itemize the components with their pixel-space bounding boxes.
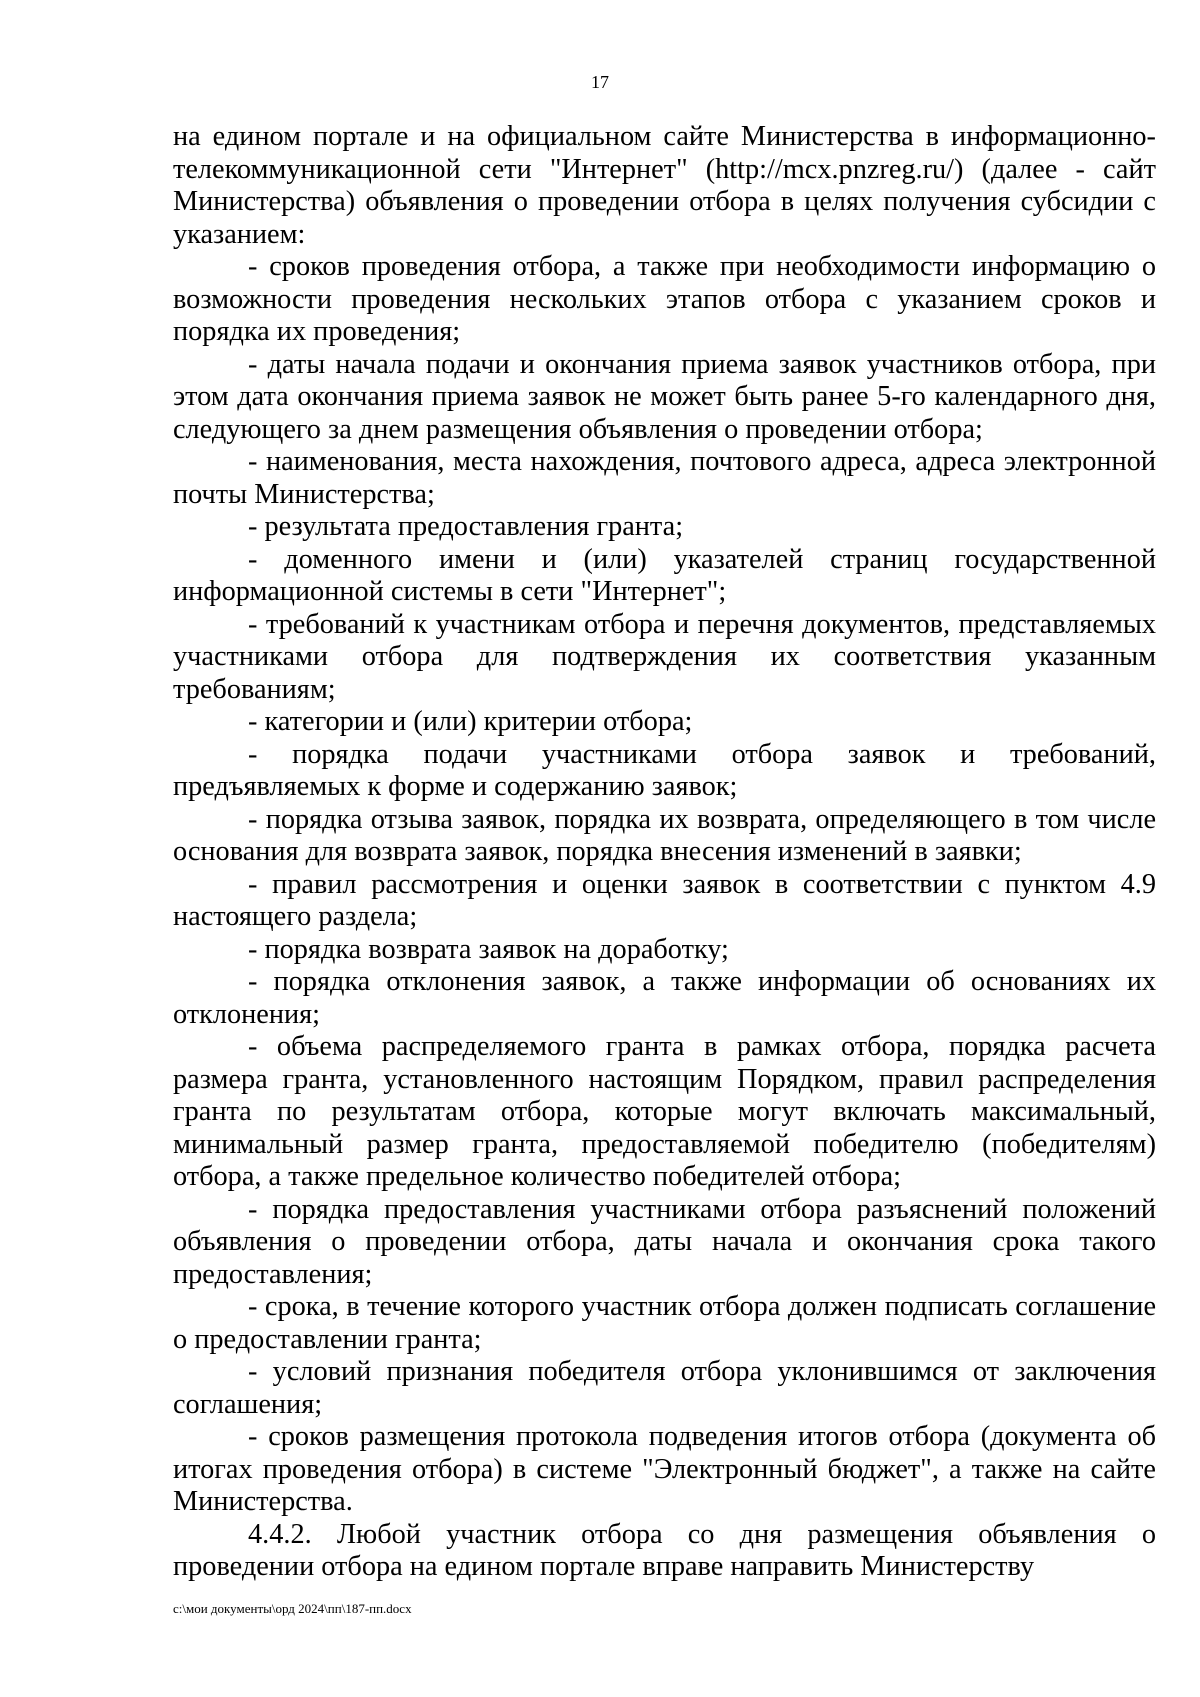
paragraph-intro: на едином портале и на официальном сайте Министерства в информационно-телекоммуникационной сети "Интернет" (http://mcx.pnzreg.ru/) (далее - сайт Министерства) объявления о проведении отбора в целях получения субсидии с указанием: (173, 121, 1156, 250)
list-item-signing-term: - срока, в течение которого участник отбора должен подписать соглашение о предоставлении гранта; (173, 1291, 1156, 1355)
document-body (173, 121, 1156, 1584)
list-item-review-rules: - правил рассмотрения и оценки заявок в соответствии с пунктом 4.9 настоящего раздела; (173, 868, 1156, 932)
list-item-contacts: - наименования, места нахождения, почтового адреса, адреса электронной почты Министерства; (173, 446, 1156, 510)
list-item-evasion: - условий признания победителя отбора уклонившимся от заключения соглашения; (173, 1356, 1156, 1420)
list-item-withdrawal: - порядка отзыва заявок, порядка их возврата, определяющего в том числе основания для возврата заявок, порядка внесения изменений в заявки; (173, 803, 1156, 867)
list-item-rejection: - порядка отклонения заявок, а также информации об основаниях их отклонения; (173, 966, 1156, 1030)
list-item-deadlines: - сроков проведения отбора, а также при необходимости информацию о возможности проведения нескольких этапов отбора с указанием сроков и порядка их проведения; (173, 251, 1156, 347)
list-item-requirements: - требований к участникам отбора и перечня документов, представляемых участниками отбора для подтверждения их соответствия указанным требованиям; (173, 608, 1156, 705)
paragraph-4-4-2: 4.4.2. Любой участник отбора со дня размещения объявления о проведении отбора на едином портале вправе направить Министерству (173, 1518, 1156, 1582)
page-number: 17 (591, 72, 609, 92)
list-item-clarifications: - порядка предоставления участниками отбора разъяснений положений объявления о проведении отбора, даты начала и окончания срока такого предоставления; (173, 1193, 1156, 1290)
footer-file-path: c:\мои документы\орд 2024\пп\187-пп.docx (173, 1601, 412, 1616)
list-item-dates: - даты начала подачи и окончания приема заявок участников отбора, при этом дата окончания приема заявок не может быть ранее 5-го календарного дня, следующего за днем размещения объявления о проведении отбора; (173, 348, 1156, 445)
list-item-grant-volume: - объема распределяемого гранта в рамках отбора, порядка расчета размера гранта, установленного настоящим Порядком, правил распределения гранта по результатам отбора, которые могут включать максимальный, минимальный размер гранта, предоставляемой победителю (победителям) отбора, а также предельное количество победителей отбора; (173, 1031, 1156, 1192)
list-item-categories: - категории и (или) критерии отбора; (248, 706, 693, 737)
list-item-domain: - доменного имени и (или) указателей страниц государственной информационной системы в сети "Интернет"; (173, 543, 1156, 607)
list-item-protocol: - сроков размещения протокола подведения итогов отбора (документа об итогах проведения отбора) в системе "Электронный бюджет", а также на сайте Министерства. (173, 1421, 1156, 1517)
list-item-return: - порядка возврата заявок на доработку; (248, 933, 729, 965)
list-item-submission: - порядка подачи участниками отбора заявок и требований, предъявляемых к форме и содержанию заявок; (173, 738, 1156, 802)
list-item-result: - результата предоставления гранта; (248, 511, 684, 542)
